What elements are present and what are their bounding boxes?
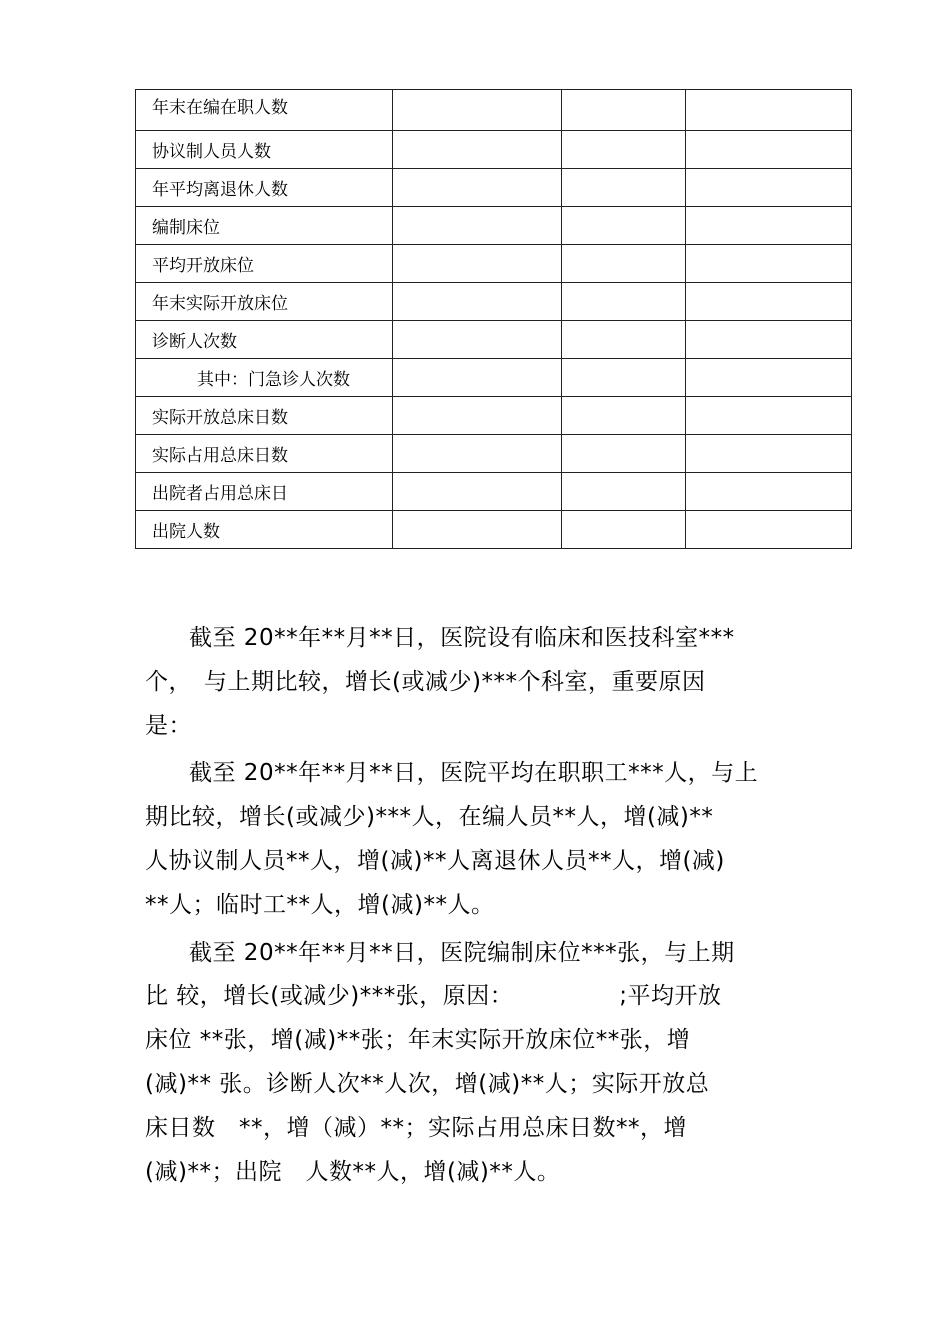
- text-line: 床日数 **，增（减）**；实际占用总床日数**，增: [145, 1114, 687, 1141]
- table-cell: [393, 283, 562, 321]
- table-row: [136, 283, 852, 321]
- table-cell: [562, 473, 686, 511]
- text-line: 人协议制人员**人，增(减)**人离退休人员**人，增(减): [145, 847, 725, 874]
- statistics-table: [135, 89, 852, 549]
- table-row: [136, 90, 852, 131]
- table-cell: [686, 131, 852, 169]
- text-line: 期比较，增长(或减少)***人，在编人员**人，增(减)**: [145, 804, 714, 831]
- table-cell: [686, 207, 852, 245]
- table-cell: [393, 131, 562, 169]
- paragraph-staff: [145, 752, 815, 927]
- table-cell: [686, 397, 852, 435]
- table-cell: [686, 435, 852, 473]
- table-row: [136, 397, 852, 435]
- row-label: 平均开放床位: [136, 245, 393, 283]
- table-cell: [562, 435, 686, 473]
- row-label-subitem: 其中：门急诊人次数: [136, 359, 393, 397]
- row-label: 出院人数: [136, 511, 393, 549]
- table-row: [136, 435, 852, 473]
- text-line: 床位 **张，增(减)**张；年末实际开放床位**张，增: [145, 1027, 691, 1054]
- table-cell: [393, 207, 562, 245]
- table-cell: [562, 245, 686, 283]
- row-label: 年平均离退休人数: [136, 169, 393, 207]
- table-row: [136, 207, 852, 245]
- row-label: 实际占用总床日数: [136, 435, 393, 473]
- text-line: (减)**；出院 人数**人，增(减)**人。: [145, 1158, 561, 1185]
- table-cell: [393, 397, 562, 435]
- table-cell: [562, 90, 686, 131]
- text-line: 截至 20**年**月**日，医院编制床位***张，与上期: [189, 939, 735, 966]
- text-line: (减)** 张。诊断人次**人次，增(减)**人；实际开放总: [145, 1070, 710, 1097]
- table-row: [136, 169, 852, 207]
- table-row: [136, 511, 852, 549]
- paragraph-beds: [145, 932, 815, 1195]
- table-row: [136, 359, 852, 397]
- table-cell: [686, 169, 852, 207]
- table-row: [136, 321, 852, 359]
- table-cell: [686, 511, 852, 549]
- row-label: 编制床位: [136, 207, 393, 245]
- table-cell: [686, 321, 852, 359]
- text-line: 截至 20**年**月**日，医院平均在职职工***人，与上: [189, 760, 759, 787]
- table-cell: [393, 90, 562, 131]
- table-cell: [686, 359, 852, 397]
- table-cell: [562, 283, 686, 321]
- text-line: 是：: [145, 712, 192, 739]
- table-cell: [686, 283, 852, 321]
- row-label: 实际开放总床日数: [136, 397, 393, 435]
- table-cell: [562, 207, 686, 245]
- table-cell: [562, 359, 686, 397]
- row-label: 年末在编在职人数: [136, 90, 393, 131]
- table-cell: [393, 169, 562, 207]
- row-label: 诊断人次数: [136, 321, 393, 359]
- row-label: 出院者占用总床日: [136, 473, 393, 511]
- table-cell: [393, 511, 562, 549]
- table-cell: [562, 321, 686, 359]
- text-line: **人；临时工**人，增(减)**人。: [145, 891, 495, 918]
- table-cell: [393, 435, 562, 473]
- table-cell: [686, 90, 852, 131]
- paragraph-departments: [145, 617, 815, 748]
- table-cell: [562, 169, 686, 207]
- table-cell: [393, 359, 562, 397]
- table-row: [136, 473, 852, 511]
- text-line: 个， 与上期比较，增长(或减少)***个科室，重要原因: [145, 668, 706, 695]
- table-cell: [686, 245, 852, 283]
- table-row: [136, 245, 852, 283]
- table-cell: [393, 245, 562, 283]
- table-cell: [686, 473, 852, 511]
- text-line: 比 较，增长(或减少)***张，原因： ;平均开放: [145, 983, 722, 1010]
- table-cell: [562, 131, 686, 169]
- table-cell: [393, 473, 562, 511]
- table-cell: [562, 511, 686, 549]
- text-line: 截至 20**年**月**日，医院设有临床和医技科室***: [189, 625, 735, 651]
- row-label: 年末实际开放床位: [136, 283, 393, 321]
- table-cell: [393, 321, 562, 359]
- table-row: [136, 131, 852, 169]
- body-text: [145, 617, 815, 1194]
- row-label: 协议制人员人数: [136, 131, 393, 169]
- table-cell: [562, 397, 686, 435]
